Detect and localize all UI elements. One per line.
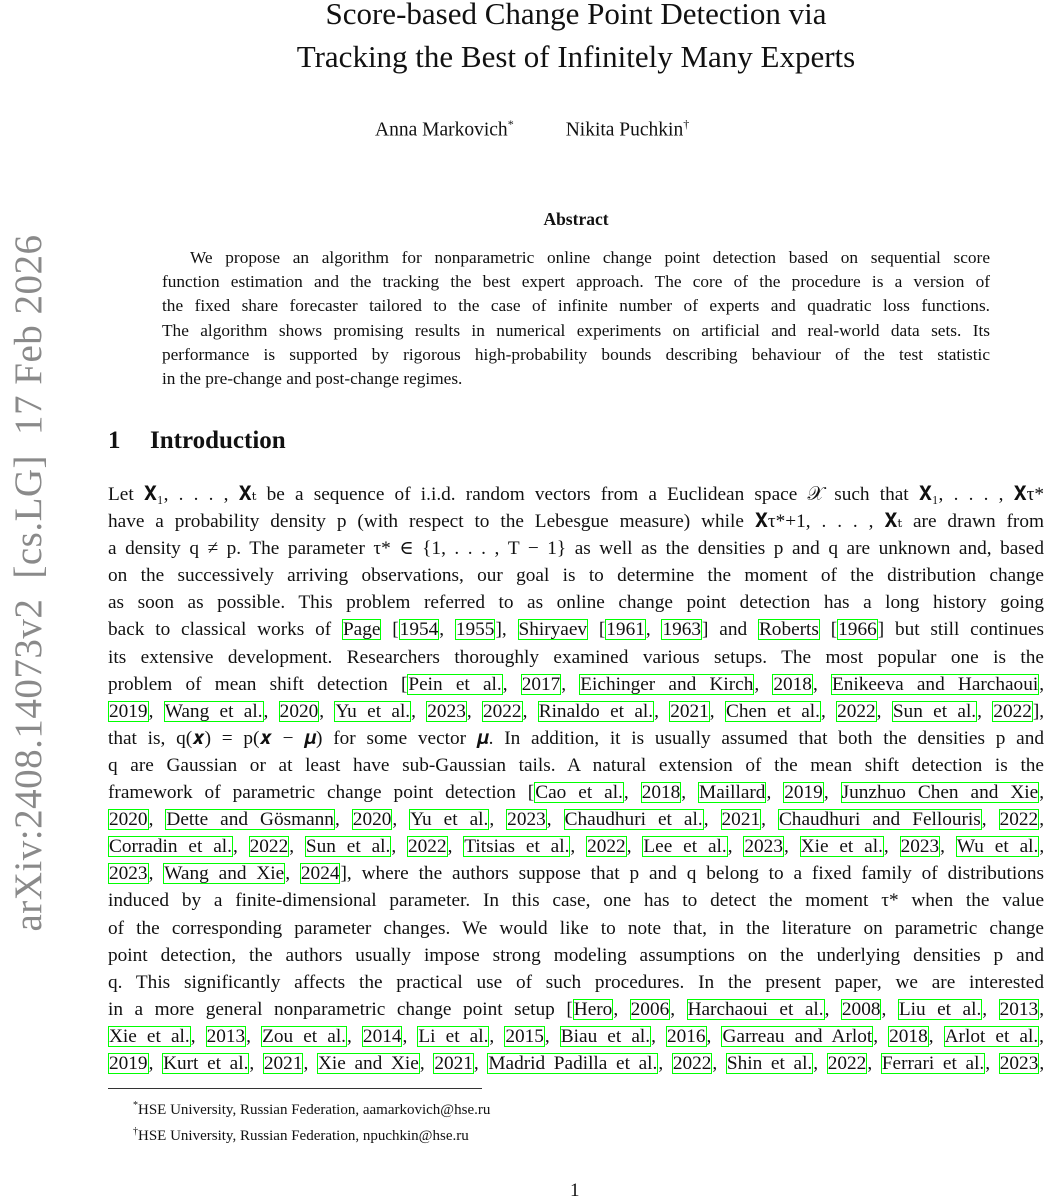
text-segment: , (1039, 1052, 1045, 1074)
text-line (108, 779, 1044, 806)
citation-link[interactable]: 2023 (427, 700, 466, 722)
abstract-body (162, 246, 990, 391)
citation-link[interactable]: 1966 (838, 619, 877, 641)
citation-link[interactable]: 2019 (109, 1052, 148, 1074)
text-segment: , (867, 1052, 881, 1074)
text-segment: [ (381, 619, 399, 641)
citation-link[interactable]: Lee et al. (643, 836, 727, 858)
footnotes (133, 1095, 490, 1147)
citation-link[interactable]: Wang et al. (164, 700, 263, 722)
citation-link[interactable]: 2020 (279, 700, 319, 722)
citation-link[interactable]: 2020 (352, 809, 392, 831)
text-segment: that is, q(𝒙) = p(𝒙 − 𝝁) for some vector 𝝁. In addition, it is usually assumed that both the densities p and (108, 727, 1044, 749)
text-line (108, 860, 1044, 887)
citation-link[interactable]: Enikeeva and Harchaoui (831, 673, 1039, 695)
section-number: 1 (108, 427, 121, 454)
citation-link[interactable]: Harchaoui et al. (687, 998, 824, 1020)
text-line (108, 562, 1044, 589)
arxiv-id: arXiv:2408.14073v2 (7, 598, 50, 932)
abstract-line: We propose an algorithm for nonparametric online change point detection based on sequential score (190, 248, 990, 267)
citation-link[interactable]: 2019 (784, 782, 823, 804)
text-segment: , (823, 782, 841, 804)
citation-link[interactable]: 2013 (999, 998, 1039, 1020)
citation-link[interactable]: 2015 (505, 1025, 544, 1047)
author-name: Anna Markovich (375, 119, 508, 141)
text-segment: , (981, 809, 999, 831)
text-segment: , (881, 998, 898, 1020)
text-segment: , (824, 998, 841, 1020)
citation-link[interactable]: 2016 (666, 1025, 706, 1047)
text-segment: , (489, 809, 507, 831)
author-footnote-mark: † (683, 117, 690, 131)
text-segment: , (985, 1052, 999, 1074)
text-segment: , (940, 836, 956, 858)
text-segment: , (347, 1025, 362, 1047)
citation-link[interactable]: Shiryaev (518, 619, 588, 641)
citation-link[interactable]: Sun et al. (305, 836, 391, 858)
citation-link[interactable]: 2021 (670, 700, 709, 722)
page-number: 1 (570, 1180, 580, 1201)
text-segment: , (873, 1025, 889, 1047)
author-name: Nikita Puchkin (565, 119, 684, 141)
text-segment: , (447, 836, 464, 858)
text-segment: have a probability density p (with respect to the Lebesgue measure) while 𝐗τ*+1, . . . , 𝐗ₜ are drawn from (108, 511, 1044, 533)
citation-link[interactable]: 2022 (587, 836, 626, 858)
citation-link[interactable]: Page (342, 619, 381, 641)
text-segment: , (681, 782, 699, 804)
citation-link[interactable]: 2023 (507, 809, 546, 831)
abstract-line: the fixed share forecaster tailored to the case of infinite number of experts and quadratic loss functions. (162, 296, 990, 316)
footnote-divider (108, 1088, 482, 1089)
citation-link[interactable]: Wang and Xie (164, 863, 285, 885)
text-segment: , (561, 673, 580, 695)
citation-link[interactable]: 2023 (900, 836, 940, 858)
text-line (108, 833, 1044, 860)
introduction-paragraph (108, 481, 1044, 1077)
text-segment: , (820, 700, 837, 722)
text-segment: , (249, 1052, 263, 1074)
citation-link[interactable]: Corradin et al. (109, 836, 232, 858)
citation-link[interactable]: 2006 (630, 998, 670, 1020)
text-line (108, 671, 1044, 698)
text-segment: , (783, 836, 800, 858)
title-line: Tracking the Best of Infinitely Many Experts (296, 39, 856, 74)
text-line (108, 942, 1044, 969)
text-line (108, 644, 1044, 671)
citation-link[interactable]: 1961 (606, 619, 645, 641)
text-segment: , (419, 1052, 434, 1074)
text-segment: , (319, 700, 335, 722)
text-line (108, 996, 1044, 1023)
citation-link[interactable]: 2019 (109, 700, 148, 722)
text-segment: ], (495, 619, 518, 641)
citation-link[interactable]: 2008 (841, 998, 881, 1020)
text-segment: , (813, 1052, 827, 1074)
text-segment: , (645, 619, 662, 641)
text-segment: , (402, 1025, 418, 1047)
citation-link[interactable]: 2023 (999, 1052, 1039, 1074)
citation-link[interactable]: 2018 (641, 782, 681, 804)
citation-link[interactable]: 2022 (827, 1052, 867, 1074)
citation-link[interactable]: 2022 (993, 700, 1032, 722)
citation-link[interactable]: 2021 (434, 1052, 473, 1074)
text-line (108, 481, 1044, 508)
citation-link[interactable]: Zou et al. (262, 1025, 346, 1047)
citation-link[interactable]: Kurt et al. (163, 1052, 249, 1074)
text-segment: its extensive development. Researchers thoroughly examined various setups. The most popular one is the (108, 646, 1044, 668)
citation-link[interactable]: Wu et al. (956, 836, 1039, 858)
text-segment: [ (819, 619, 838, 641)
citation-link[interactable]: Hero (573, 998, 613, 1020)
citation-link[interactable]: 2020 (109, 809, 148, 831)
text-line (108, 698, 1044, 725)
text-segment: , (1039, 809, 1045, 831)
text-segment: , (303, 1052, 317, 1074)
text-segment: , (626, 836, 643, 858)
citation-link[interactable]: Li et al. (418, 1025, 489, 1047)
text-segment: point detection, the authors usually impose strong modeling assumptions on the underlying densities p and (108, 944, 1044, 966)
text-segment: , (658, 1052, 672, 1074)
abstract-line: The algorithm shows promising results in numerical experiments on artificial and real-world data sets. Its (162, 320, 990, 340)
text-segment: of the corresponding parameter changes. We would like to note that, in the literature on parametric change (108, 917, 1044, 939)
text-segment: , (703, 809, 721, 831)
text-segment: , (613, 998, 630, 1020)
text-segment: , (876, 700, 892, 722)
text-segment: [ (588, 619, 606, 641)
text-segment: , (570, 836, 587, 858)
text-segment: a density q ≠ p. The parameter τ* ∈ {1, . . . , T − 1} as well as the densities p and q are unknown and, based (108, 538, 1044, 560)
text-segment: , (439, 619, 455, 641)
citation-link[interactable]: Junzhuo Chen and Xie (841, 782, 1039, 804)
citation-link[interactable]: 2022 (249, 836, 289, 858)
text-segment: , (712, 1052, 726, 1074)
arxiv-category: [cs.LG] (7, 454, 50, 579)
text-segment: , (411, 700, 427, 722)
citation-link[interactable]: Maillard (699, 782, 766, 804)
text-segment: , (148, 1052, 163, 1074)
footnote-text: HSE University, Russian Federation, npuchkin@hse.ru (138, 1128, 469, 1144)
text-line (108, 915, 1044, 942)
citation-link[interactable]: 1963 (662, 619, 702, 641)
text-segment: , (754, 673, 773, 695)
text-segment: , (246, 1025, 262, 1047)
citation-link[interactable]: Yu et al. (335, 700, 411, 722)
citation-link[interactable]: 2021 (721, 809, 761, 831)
text-segment: , (766, 782, 784, 804)
text-segment: ] but still continues (877, 619, 1045, 641)
text-segment: , (928, 1025, 944, 1047)
citation-link[interactable]: Rinaldo et al. (538, 700, 654, 722)
footnote-mark: † (133, 1126, 138, 1137)
text-segment: , (761, 809, 778, 831)
citation-link[interactable]: Chaudhuri and Fellouris (778, 809, 981, 831)
abstract-line: in the pre-change and post-change regimes. (162, 368, 463, 388)
text-segment: problem of mean shift detection [ (108, 673, 408, 695)
citation-link[interactable]: Chen et al. (725, 700, 820, 722)
title-line: Score-based Change Point Detection via (325, 0, 827, 31)
footnote-mark: * (133, 1100, 138, 1111)
text-line (108, 969, 1044, 996)
citation-link[interactable]: 2022 (999, 809, 1039, 831)
text-segment: , (1039, 998, 1045, 1020)
text-line (108, 1050, 1044, 1077)
text-segment: , (982, 998, 999, 1020)
citation-link[interactable]: Roberts (758, 619, 819, 641)
citation-link[interactable]: 2021 (263, 1052, 303, 1074)
text-segment: back to classical works of (108, 619, 342, 641)
citation-link[interactable]: Pein et al. (408, 673, 502, 695)
citation-link[interactable]: Sun et al. (892, 700, 977, 722)
text-segment: , (651, 1025, 666, 1047)
text-segment: , (263, 700, 279, 722)
citation-link[interactable]: 1954 (399, 619, 439, 641)
text-segment: on the successively arriving observations, our goal is to determine the moment of the distribution change (108, 565, 1044, 587)
citation-link[interactable]: Ferrari et al. (881, 1052, 985, 1074)
text-segment: , (544, 1025, 560, 1047)
text-segment: ], (1032, 700, 1045, 722)
text-segment: q. This significantly affects the practical use of such procedures. In the present paper, we are interested (108, 971, 1044, 993)
text-segment: , (812, 673, 831, 695)
text-segment: , (289, 836, 305, 858)
citation-link[interactable]: Liu et al. (898, 998, 982, 1020)
citation-link[interactable]: 2024 (300, 863, 340, 885)
text-line (108, 752, 1044, 779)
citation-link[interactable]: 2022 (672, 1052, 712, 1074)
text-segment: , (623, 782, 641, 804)
text-segment: , (709, 700, 725, 722)
text-line (108, 535, 1044, 562)
section-heading (108, 427, 286, 455)
text-line (108, 508, 1044, 535)
text-segment: ], where the authors suppose that p and q belong to a fixed family of distributions (340, 863, 1044, 885)
text-segment: , (727, 836, 744, 858)
text-segment: , (466, 700, 482, 722)
citation-link[interactable]: Cao et al. (535, 782, 623, 804)
arxiv-date: 17 Feb 2026 (7, 234, 50, 435)
citation-link[interactable]: 2018 (889, 1025, 928, 1047)
text-line (108, 887, 1044, 914)
text-segment: in a more general nonparametric change point setup [ (108, 998, 573, 1020)
text-line (108, 589, 1044, 616)
section-title: Introduction (150, 427, 286, 454)
citation-link[interactable]: 2014 (362, 1025, 402, 1047)
text-segment: induced by a finite-dimensional parameter. In this case, one has to detect the moment τ* when the value (108, 890, 1044, 912)
footnote-text: HSE University, Russian Federation, aamarkovich@hse.ru (138, 1102, 491, 1118)
text-segment: , (502, 673, 521, 695)
author-footnote-mark: * (507, 117, 514, 131)
citation-link[interactable]: 1955 (455, 619, 495, 641)
abstract-line: function estimation and the tracking the best expert approach. The core of the procedure is a version of (162, 272, 990, 292)
text-segment: q are Gaussian or at least have sub-Gaussian tails. A natural extension of the mean shift detection is the (108, 754, 1044, 776)
citation-link[interactable]: Madrid Padilla et al. (488, 1052, 658, 1074)
citation-link[interactable]: Yu et al. (410, 809, 489, 831)
citation-link[interactable]: Dette and Gösmann (166, 809, 334, 831)
citation-link[interactable]: 2022 (837, 700, 876, 722)
text-line (108, 616, 1044, 643)
text-segment: , (522, 700, 538, 722)
text-segment: framework of parametric change point detection [ (108, 782, 535, 804)
citation-link[interactable]: 2018 (773, 673, 812, 695)
text-segment: , (1039, 1025, 1044, 1047)
text-segment: , (148, 809, 166, 831)
citation-link[interactable]: 2013 (206, 1025, 246, 1047)
text-segment: , (190, 1025, 206, 1047)
text-segment: ] and (702, 619, 758, 641)
text-segment: , (392, 809, 410, 831)
citation-link[interactable]: 2017 (521, 673, 561, 695)
citation-link[interactable]: Chaudhuri et al. (564, 809, 703, 831)
citation-link[interactable]: Biau et al. (560, 1025, 651, 1047)
text-segment: as soon as possible. This problem referred to as online change point detection has a long history going (108, 592, 1044, 614)
text-segment: , (473, 1052, 488, 1074)
text-segment: , (654, 700, 670, 722)
abstract-line: performance is supported by rigorous high-probability bounds describing behaviour of the test statistic (162, 344, 990, 364)
text-segment: , (285, 863, 300, 885)
text-segment: , (546, 809, 564, 831)
citation-link[interactable]: Xie et al. (800, 836, 883, 858)
footnote (133, 1095, 490, 1121)
text-segment: , (334, 809, 352, 831)
citation-link[interactable]: Arlot et al. (944, 1025, 1039, 1047)
citation-link[interactable]: Xie et al. (109, 1025, 190, 1047)
citation-link[interactable]: 2023 (744, 836, 783, 858)
text-segment: , (148, 700, 164, 722)
citation-link[interactable]: Xie and Xie (317, 1052, 419, 1074)
text-segment: , (1039, 836, 1045, 858)
footnote (133, 1121, 490, 1147)
citation-link[interactable]: Eichinger and Kirch (580, 673, 754, 695)
citation-link[interactable]: 2022 (483, 700, 522, 722)
citation-link[interactable]: Garreau and Arlot (722, 1025, 873, 1047)
text-segment: , (883, 836, 900, 858)
text-segment: , (1039, 782, 1045, 804)
text-segment: , (706, 1025, 722, 1047)
text-segment: , (148, 863, 164, 885)
arxiv-stamp (6, 203, 50, 963)
citation-link[interactable]: Shin et al. (726, 1052, 813, 1074)
text-segment: , (670, 998, 687, 1020)
citation-link[interactable]: Titsias et al. (464, 836, 570, 858)
citation-link[interactable]: 2022 (408, 836, 447, 858)
text-line (108, 725, 1044, 752)
text-segment: , (977, 700, 993, 722)
citation-link[interactable]: 2023 (109, 863, 148, 885)
text-line (108, 1023, 1044, 1050)
text-segment: , (232, 836, 249, 858)
authors (375, 117, 689, 142)
paper-title (0, 0, 1046, 78)
text-segment: , (391, 836, 408, 858)
abstract-heading: Abstract (543, 209, 609, 229)
text-segment: , (1039, 673, 1045, 695)
text-segment: Let 𝐗₁, . . . , 𝐗ₜ be a sequence of i.i.d. random vectors from a Euclidean space 𝒳 such that 𝐗₁, . . . , 𝐗τ* (108, 484, 1044, 505)
text-line (108, 806, 1044, 833)
text-segment: , (489, 1025, 505, 1047)
